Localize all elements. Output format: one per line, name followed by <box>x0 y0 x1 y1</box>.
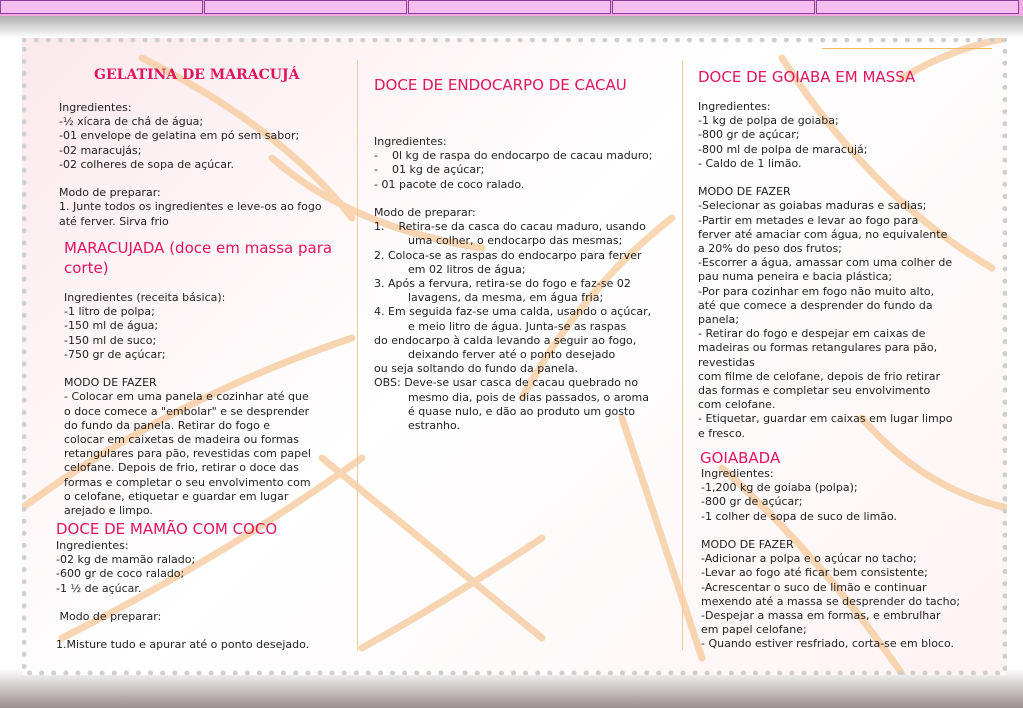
recipe-line: Modo de preparar: <box>374 206 476 220</box>
recipe-line: mexendo até a massa se desprender do tacho; <box>701 594 961 608</box>
recipe-line: ou seja soltando do fundo da panela. <box>374 362 578 376</box>
recipe-line: -02 kg de mamão ralado; <box>56 553 196 567</box>
recipe-line: Ingredientes: <box>698 100 771 113</box>
recipe-line <box>64 362 354 376</box>
recipe-line: Ingredientes: <box>374 135 447 148</box>
recipe-line: 1. Retira-se da casca do cacau maduro, usando uma colher, o endocarpo das mesmas; <box>374 220 650 248</box>
recipe-line: -02 maracujás; <box>59 143 142 157</box>
recipe-line: Ingredientes (receita básica): <box>64 291 226 304</box>
recipe-line: -600 gr de coco ralado; <box>56 567 185 581</box>
recipe-line <box>59 172 354 186</box>
recipe-line: em papel celofane; <box>701 623 807 637</box>
gelatina-recipe <box>59 101 354 229</box>
recipe-line: -02 colheres de sopa de açúcar. <box>59 157 235 171</box>
recipe-line: ferver até amaciar com água, no equivalente <box>698 227 948 241</box>
top-right-rule <box>822 48 992 49</box>
recipe-line: -750 gr de açúcar; <box>64 347 166 361</box>
band-segment <box>612 0 815 14</box>
endocarpo-title: DOCE DE ENDOCARPO DE CACAU <box>374 76 627 94</box>
maracujada-recipe <box>64 291 354 518</box>
recipe-line: -Acrescentar o suco de limão e continuar <box>701 580 927 594</box>
recipe-line <box>698 171 988 185</box>
recipe-line: Modo de preparar: <box>59 186 161 200</box>
recipe-line: com filme de celofane, depois de frio retirar <box>698 369 941 383</box>
recipe-line: o celofane, etiquetar e guardar em lugar <box>64 489 289 503</box>
recipe-line: a 20% do peso dos frutos; <box>698 242 842 256</box>
recipe-line: 2. Coloca-se as raspas do endocarpo para ferver em 02 litros de água; <box>374 248 645 276</box>
goiaba-recipe <box>698 100 988 441</box>
recipe-line: celofane. Depois de frio, retirar o doce das <box>64 461 300 475</box>
recipe-line: madeiras ou formas retangulares para pão, <box>698 341 938 355</box>
mamao-title: DOCE DE MAMÃO COM COCO <box>56 520 278 538</box>
recipe-line: 1.Misture tudo e apurar até o ponto desejado. <box>56 638 310 652</box>
recipe-line: -Levar ao fogo até ficar bem consistente; <box>701 566 928 580</box>
recipe-line: MODO DE FAZER <box>64 376 157 390</box>
recipe-line: - Etiquetar, guardar em caixas em lugar limpo <box>698 412 953 426</box>
recipe-line: -800 gr de açúcar; <box>701 495 803 509</box>
recipe-line: -1 colher de sopa de suco de limão. <box>701 509 898 523</box>
recipe-line: - 0l kg de raspa do endocarpo de cacau maduro; <box>374 149 653 163</box>
band-segment <box>204 0 407 14</box>
recipe-line: - Colocar em uma panela e cozinhar até que <box>64 390 309 404</box>
gelatina-title: GELATINA DE MARACUJÁ <box>94 67 300 83</box>
recipe-line: Ingredientes: <box>701 467 774 480</box>
recipe-line: -1 litro de polpa; <box>64 305 155 319</box>
goiabada-recipe <box>701 467 991 652</box>
top-decorative-band <box>0 0 1023 17</box>
recipe-line: -150 ml de água; <box>64 319 159 333</box>
recipe-line: - 01 pacote de coco ralado. <box>374 177 525 191</box>
recipe-line: e fresco. <box>698 426 745 440</box>
recipe-line: até ferver. Sirva frio <box>59 214 169 228</box>
recipe-line: formas e completar o seu envolvimento com <box>64 475 311 489</box>
recipe-line: - Caldo de 1 limão. <box>698 156 802 170</box>
recipe-line: das formas e completar seu envolvimento <box>698 384 931 398</box>
top-shadow <box>0 16 1023 38</box>
recipe-line: MODO DE FAZER <box>698 185 791 199</box>
recipe-line: arejado e limpo. <box>64 504 153 518</box>
goiabada-title: GOIABADA <box>700 449 781 467</box>
recipe-line: o doce comece a "embolar" e se desprender <box>64 404 310 418</box>
recipe-line: -1,200 kg de goiaba (polpa); <box>701 481 858 495</box>
recipe-line: 4. Em seguida faz-se uma calda, usando o açúcar, e meio litro de água. Junta-se as raspas <box>374 305 655 333</box>
recipe-line: pau numa peneira e bacia plástica; <box>698 270 893 284</box>
recipe-line: colocar em caixetas de madeira ou formas <box>64 433 300 447</box>
recipe-line <box>374 192 659 206</box>
recipe-line: panela; <box>698 313 739 327</box>
endocarpo-recipe <box>374 135 659 433</box>
recipe-line: Modo de preparar: <box>56 610 162 624</box>
maracujada-title: MARACUJADA (doce em massa para corte) <box>64 239 333 277</box>
recipe-line: -800 gr de açúcar; <box>698 128 800 142</box>
recipe-line: do fundo da panela. Retirar do fogo e <box>64 418 271 432</box>
recipe-line: -Adicionar a polpa e o açúcar no tacho; <box>701 552 917 566</box>
column-divider <box>682 60 683 650</box>
recipe-line: com celofane. <box>698 398 776 412</box>
recipe-line: revestidas <box>698 355 755 369</box>
recipe-line: Ingredientes: <box>56 539 129 552</box>
band-segment <box>0 0 203 14</box>
mamao-recipe <box>56 539 351 653</box>
recipe-line: -150 ml de suco; <box>64 333 157 347</box>
recipe-line <box>701 524 991 538</box>
recipe-line: Ingredientes: <box>59 101 132 114</box>
recipe-line: -01 envelope de gelatina em pó sem sabor; <box>59 129 300 143</box>
recipe-line: 3. Após a fervura, retira-se do fogo e faz-se 02 lavagens, da mesma, em água fria; <box>374 277 635 305</box>
recipe-line <box>56 596 351 610</box>
recipe-line: -800 ml de polpa de maracujá; <box>698 142 868 156</box>
recipe-line: do endocarpo à calda levando a seguir ao fogo, deixando ferver até o ponto desejado <box>374 333 640 362</box>
goiaba-title: DOCE DE GOIABA EM MASSA <box>698 68 916 86</box>
band-segment <box>816 0 1019 14</box>
recipe-line <box>56 624 351 638</box>
recipe-line: -Escorrer a água, amassar com uma colher de <box>698 256 953 270</box>
column-divider <box>357 60 358 650</box>
recipe-line: -Por para cozinhar em fogo não muito alto, <box>698 284 935 298</box>
band-segment <box>408 0 611 14</box>
recipe-line: -½ xícara de chá de água; <box>59 115 204 129</box>
recipe-line: -Selecionar as goiabas maduras e sadias; <box>698 199 927 213</box>
recipe-line: - 01 kg de açúcar; <box>374 163 485 177</box>
recipe-line: OBS: Deve-se usar casca de cacau quebrado no mesmo dia, pois de dias passados, o aroma é quase nulo, e dão ao produto um gosto estranho. <box>374 376 653 433</box>
recipe-line: - Quando estiver resfriado, corta-se em bloco. <box>701 637 955 651</box>
recipe-line: MODO DE FAZER <box>701 538 794 552</box>
recipe-line: -1 kg de polpa de goiaba; <box>698 114 839 128</box>
recipe-line: 1. Junte todos os ingredientes e leve-os ao fogo <box>59 200 322 214</box>
recipe-line: até que comece a desprender do fundo da <box>698 298 933 312</box>
recipe-line: -1 ½ de açúcar. <box>56 581 142 595</box>
recipe-line: -Partir em metades e levar ao fogo para <box>698 213 919 227</box>
recipe-line: - Retirar do fogo e despejar em caixas de <box>698 327 926 341</box>
recipe-line: -Despejar a massa em formas, e embrulhar <box>701 609 941 623</box>
recipe-line: retangulares para pão, revestidas com papel <box>64 447 311 461</box>
